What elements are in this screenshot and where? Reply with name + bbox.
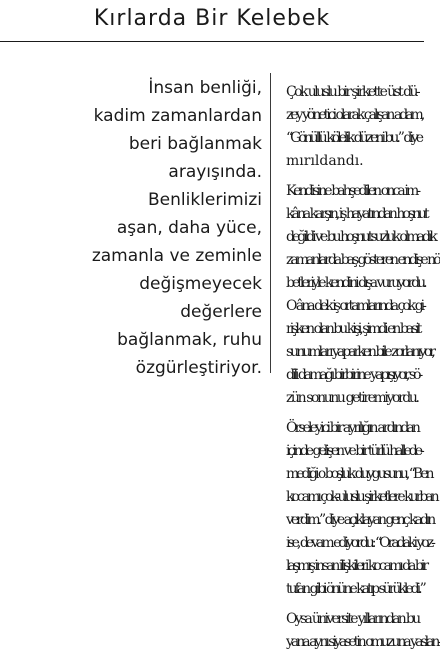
body-line: Örseleyici bir ayrılığın ardından — [286, 420, 418, 436]
pull-quote-line: bağlanmak, ruhu — [117, 330, 262, 350]
body-line: O âna dek iş ortamlarında çok gi- — [286, 298, 424, 314]
body-line: değildi ve bu hoşnutsuzluk olmadık — [286, 229, 435, 245]
pull-quote-line: değişmeyecek — [139, 274, 262, 294]
body-line: Oysa üniversite yıllarından bu — [286, 611, 419, 627]
body-line: betleriyle kendini dışa vuruyordu. — [286, 275, 425, 291]
pull-quote-line: özgürleştiriyor. — [135, 358, 262, 378]
body-line: rişken olan bu kişi, şimdi en basit — [286, 321, 420, 337]
pull-quote-line: İnsan benliği, — [148, 78, 262, 98]
column-divider — [270, 73, 271, 373]
body-line: mırıldandı. — [286, 153, 364, 169]
body-line: yana aynı siyasetin omuzuna yaslan- — [286, 634, 440, 650]
pull-quote-line: Benliklerimizi — [147, 190, 262, 210]
pull-quote-line: beri bağlanmak — [128, 134, 262, 154]
pull-quote-line: değerlere — [180, 302, 262, 322]
body-line: Çok uluslu bir şirkette üst dü- — [286, 84, 418, 100]
body-line: laşmış insan ilişkileri kocamı da bir — [286, 558, 427, 574]
body-paragraph — [286, 608, 440, 654]
body-line: Kendisine bahşedilen onca im- — [286, 183, 419, 199]
body-line: verdim.” diye açıklayan genç kadın — [286, 512, 434, 528]
body-line: içinde gelişen ve bir türlü hallede- — [286, 443, 422, 459]
body-line: ise, devam ediyordu: “Oradaki yoz- — [286, 535, 433, 551]
pull-quote-line: zamanla ve zeminle — [91, 246, 262, 266]
body-paragraph — [286, 180, 440, 410]
pull-quote-line: kadim zamanlardan — [93, 106, 262, 126]
body-line: zün sonunu getiremiyordu. — [286, 390, 418, 406]
body-line: kocamı çok-uluslu şirketlere kurban — [286, 489, 437, 505]
title-divider — [0, 41, 424, 42]
pull-quote-line: arayışında. — [168, 162, 262, 182]
body-line: zamanlarda baş gösteren endişe nö- — [286, 252, 440, 268]
body-text-column — [286, 81, 440, 661]
body-paragraph — [286, 81, 423, 173]
pull-quote — [8, 74, 262, 382]
body-line: “Gönüllü kölelik düzeni bu.” diye — [286, 130, 422, 146]
body-line: sunumları yaparken bile zorlanıyor, — [286, 344, 433, 360]
body-line: tufan gibi önüne katıp sürükledi.” — [286, 581, 424, 597]
body-line: dili damağı birbirine yapışıyor, sö- — [286, 367, 421, 383]
pull-quote-line: aşan, daha yüce, — [116, 218, 262, 238]
body-line: kâna karşın, iş hayatından hoşnut — [286, 206, 427, 222]
page-title: Kırlarda Bir Kelebek — [93, 6, 331, 31]
body-paragraph — [286, 417, 437, 601]
body-line: mediği o boşluk duygusunu, “Ben — [286, 466, 432, 482]
body-line: zey yönetici olarak çalışan adam, — [286, 107, 423, 123]
